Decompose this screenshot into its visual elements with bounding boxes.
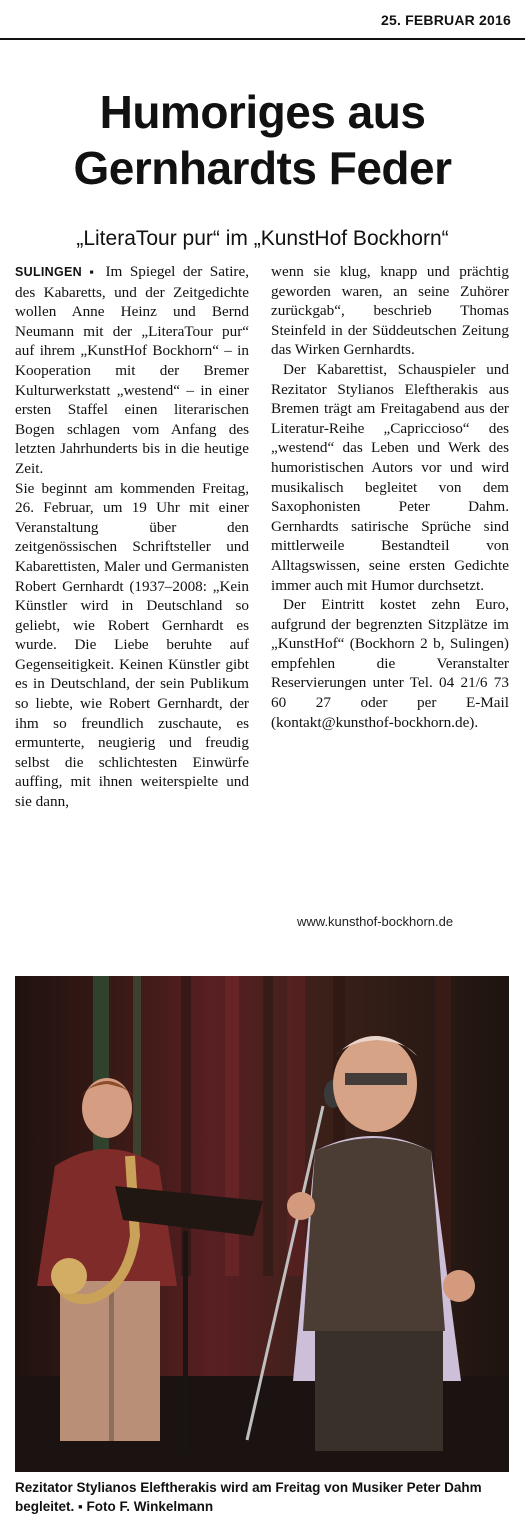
article-column-2 [271, 262, 509, 732]
paragraph: Sie beginnt am kommenden Freitag, 26. Februar, um 19 Uhr mit einer Veranstaltung über den zeitgenössischen Schriftsteller und Kabarettisten, Maler und Germanisten Robert Gernhardt (1937–2008: „Kein Künstler wird in Deutschland so geliebt, wie Robert Gernhardt es wurde. Die Liebe beruhte auf Gegenseitigkeit. Keinen Künstler gibt es in Deutschland, der sein Publikum so liebte, wie Robert Gernhardt, der ihm so freundlich zuschaute, es ermunterte, neugierig und freudig selbst die schlichtesten Einwürfe auffing, mit ihnen weiterspielte und sie dann, [15, 479, 249, 811]
dateline-separator: ▪ [89, 265, 98, 279]
article-subheadline: „LiteraTour pur“ im „KunstHof Bockhorn“ [76, 227, 449, 250]
paragraph: Der Eintritt kostet zehn Euro, aufgrund der begrenzten Sitzplätze im „KunstHof“ (Bockhorn 2 b, Sulingen) empfehlen die Veranstalter Reservierungen unter Tel. 04 21/6 73 60 27 oder per E-Mail (kontakt@kunsthof-bockhorn.de). [271, 596, 509, 731]
paragraph: wenn sie klug, knapp und prächtig geworden waren, an seine Zuhörer zurückgab“, beschrieb Thomas Steinfeld in der Süddeutschen Zeitung das Wirken Gernhardts. [271, 263, 509, 359]
photo-caption: Rezitator Stylianos Eleftherakis wird am Freitag von Musiker Peter Dahm begleitet. ▪ Foto F. Winkelmann [15, 1480, 482, 1514]
article-headline [0, 84, 525, 196]
paragraph: Der Kabarettist, Schauspieler und Rezitator Stylianos Eleftherakis aus Bremen trägt am Freitagabend aus der Literatur-Reihe „Capriccioso“ des „westend“ das Leben und Werk des humoristischen Autors vor und wird musikalisch begleitet von dem Saxophonisten Peter Dahm. Gernhardts satirische Sprüche sind mittlerweile Bestandteil von Alltagswissen, seine ersten Gedichte immer auch mit Humor durchsetzt. [271, 360, 509, 594]
headline-line-2: Gernhardts Feder [73, 142, 452, 194]
stage-photo [15, 976, 509, 1472]
article-column-1 [15, 262, 249, 812]
paragraph-text: Im Spiegel der Satire, des Kabaretts, und der Zeitgedichte wollen Anne Heinz und Bernd Neumann mit der „LiteraTour pur“ auf ihrem „KunstHof Bockhorn“ – in Kooperation mit der Bremer Kulturwerkstatt „westend“ – in einer ersten Staffel einen literarischen Bogen schlagen vom Anfang des letzten Jahrhunderts bis in die heutige Zeit. [15, 263, 250, 477]
article-dateline: SULINGEN [15, 265, 82, 279]
header-rule [0, 38, 525, 40]
website-url: www.kunsthof-bockhorn.de [297, 914, 454, 929]
headline-line-1: Humoriges aus [99, 86, 426, 138]
issue-date: 25. FEBRUAR 2016 [380, 12, 511, 28]
paragraph [15, 262, 249, 479]
